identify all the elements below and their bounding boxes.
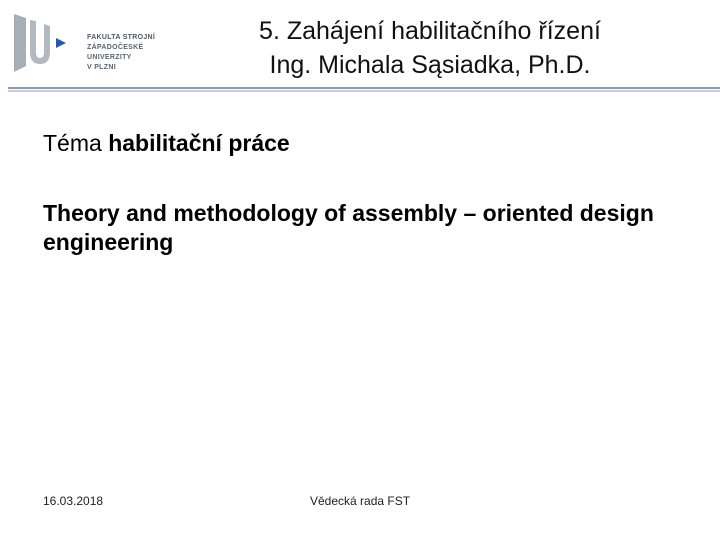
topic-prefix: Téma bbox=[43, 130, 102, 156]
logo-line-4: V PLZNI bbox=[87, 64, 116, 71]
header-line-2: Ing. Michala Sąsiadka, Ph.D. bbox=[269, 51, 591, 79]
topic-line bbox=[43, 128, 290, 158]
thesis-title: Theory and methodology of assembly – oriented design engineering bbox=[43, 200, 654, 255]
logo-line-3: UNIVERZITY bbox=[87, 54, 132, 61]
logo-line-1: FAKULTA STROJNÍ bbox=[87, 34, 156, 41]
topic-bold: habilitační práce bbox=[108, 130, 290, 156]
logo-line-2: ZÁPADOČESKÉ bbox=[87, 44, 144, 51]
university-logo bbox=[10, 8, 160, 78]
logo-text bbox=[87, 33, 155, 73]
arrow-icon bbox=[56, 38, 66, 48]
footer-center-text: Vědecká rada FST bbox=[310, 494, 411, 508]
footer-date: 16.03.2018 bbox=[43, 494, 104, 508]
header-rule-dark bbox=[8, 87, 720, 89]
slide-header bbox=[215, 14, 645, 82]
header-rule-light bbox=[8, 90, 720, 92]
header-line-1: 5. Zahájení habilitačního řízení bbox=[259, 17, 601, 45]
